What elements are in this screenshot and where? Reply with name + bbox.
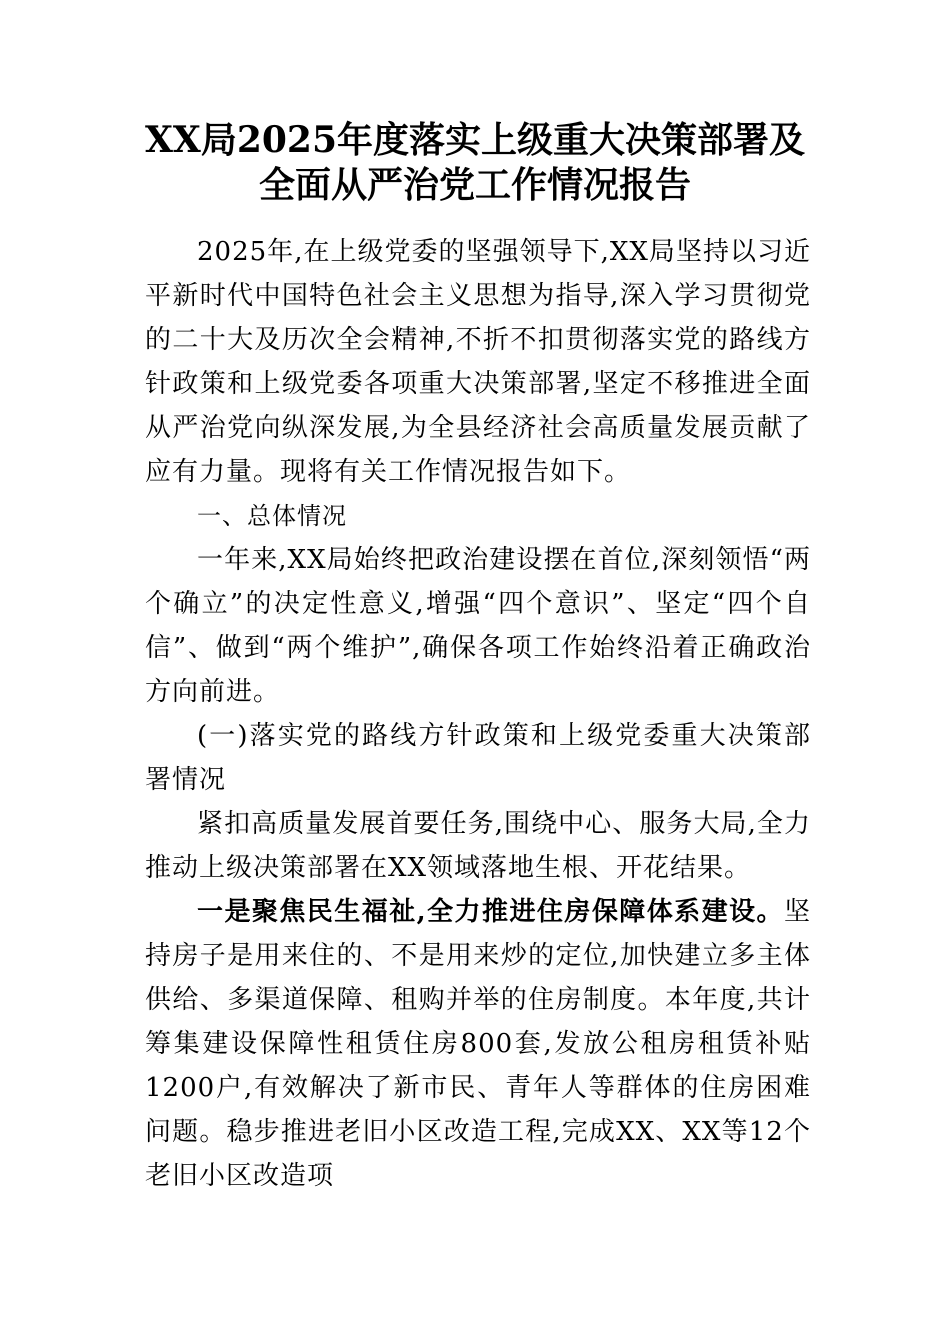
overview-paragraph: 一年来,XX局始终把政治建设摆在首位,深刻领悟“两个确立”的决定性意义,增强“四个意识”、坚定“四个自信”、做到“两个维护”,确保各项工作始终沿着正确政治方向前进。 — [145, 545, 811, 707]
implementation-paragraph: 紧扣高质量发展首要任务,围绕中心、服务大局,全力推动上级决策部署在XX领域落地生根、开花结果。 — [145, 809, 811, 883]
point-one-lead: 一是聚焦民生福祉,全力推进住房保障体系建设。 — [197, 897, 784, 927]
point-one-text: 坚持房子是用来住的、不是用来炒的定位,加快建立多主体供给、多渠道保障、租购并举的住房制度。本年度,共计筹集建设保障性租赁住房800套,发放公租房租赁补贴1200户,有效解决了新市民、青年人等群体的住房困难问题。稳步推进老旧小区改造工程,完成XX、XX等12个老旧小区改造项 — [145, 897, 811, 1191]
intro-paragraph: 2025年,在上级党委的坚强领导下,XX局坚持以习近平新时代中国特色社会主义思想为指导,深入学习贯彻党的二十大及历次全会精神,不折不扣贯彻落实党的路线方针政策和上级党委各项重大决策部署,坚定不移推进全面从严治党向纵深发展,为全县经济社会高质量发展贡献了应有力量。现将有关工作情况报告如下。 — [145, 237, 811, 487]
section-heading-overview: 一、总体情况 — [197, 502, 347, 530]
document-title-line-1: XX局2025年度落实上级重大决策部署及 — [144, 119, 806, 161]
document-title-line-2: 全面从严治党工作情况报告 — [258, 164, 691, 206]
document-body — [145, 230, 811, 1198]
subsection-heading-implementation: (一)落实党的路线方针政策和上级党委重大决策部署情况 — [145, 721, 811, 795]
point-one-paragraph — [145, 890, 811, 1198]
